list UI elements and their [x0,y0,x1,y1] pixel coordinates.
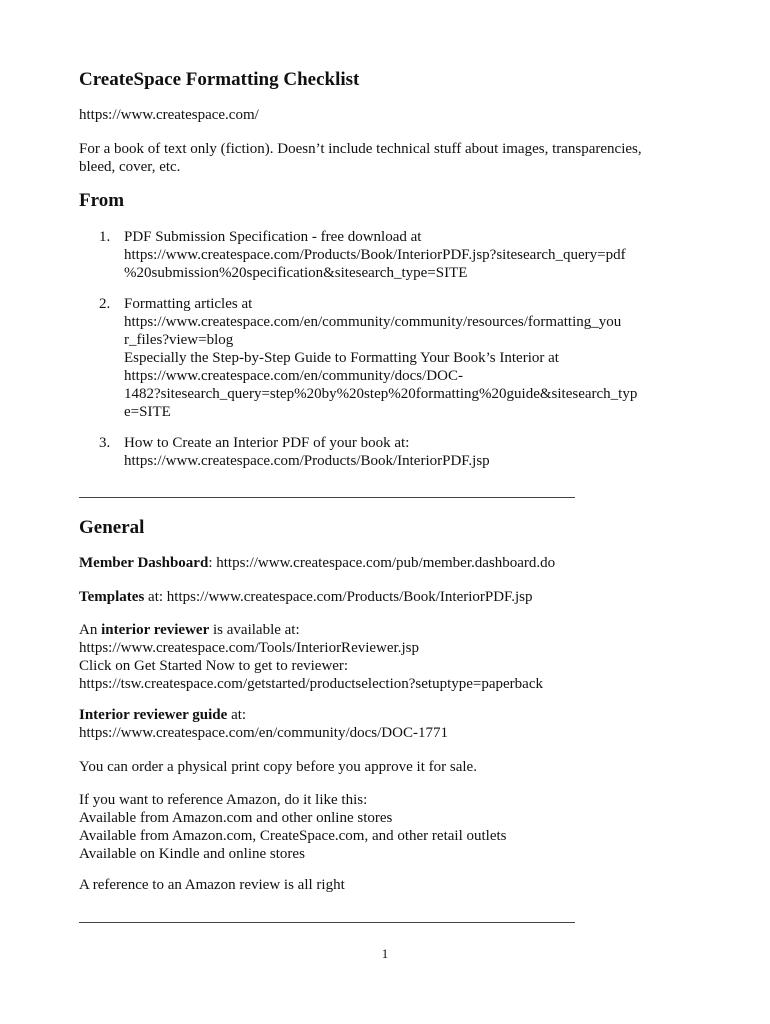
list-line: How to Create an Interior PDF of your book at: [124,435,410,451]
templates-label: Templates [79,589,145,605]
intro-line: For a book of text only (fiction). Doesn’t include technical stuff about images, transparencies, [79,141,642,157]
site-url: https://www.createspace.com/ [79,107,259,123]
reviewer-guide-heading [79,706,448,724]
reviewer-guide-url: https://www.createspace.com/en/community/docs/DOC-1771 [79,725,448,741]
list-line: PDF Submission Specification - free download at [124,229,422,245]
section-heading-general: General [79,517,145,538]
list-line: %20submission%20specification&sitesearch_type=SITE [124,265,468,281]
page-title: CreateSpace Formatting Checklist [79,69,360,90]
list-line: e=SITE [124,404,171,420]
templates-url: at: https://www.createspace.com/Products/Book/InteriorPDF.jsp [144,589,533,605]
list-number: 1. [99,229,111,245]
horizontal-rule [79,497,575,498]
list-line: https://www.createspace.com/Products/Book/InteriorPDF.jsp?sitesearch_query=pdf [124,247,626,263]
from-list [79,434,490,470]
list-line: https://www.createspace.com/Products/Book/InteriorPDF.jsp [124,453,490,469]
paragraph-line: Available on Kindle and online stores [79,846,305,862]
list-line: https://www.createspace.com/en/community/community/resources/formatting_you [124,314,622,330]
amazon-paragraph [79,791,507,863]
paragraph-line: Available from Amazon.com, CreateSpace.com, and other retail outlets [79,828,507,844]
list-number: 2. [99,296,111,312]
list-line: Especially the Step-by-Step Guide to Formatting Your Book’s Interior at [124,350,559,366]
interior-reviewer-label: interior reviewer [101,622,210,638]
list-line: Formatting articles at [124,296,253,312]
list-line: 1482?sitesearch_query=step%20by%20step%20formatting%20guide&sitesearch_typ [124,386,638,402]
from-list [79,295,637,421]
templates-line [79,588,532,606]
list-line: r_files?view=blog [124,332,234,348]
interior-reviewer-paragraph [79,621,543,693]
from-list [79,228,626,282]
reviewer-guide-suffix: at: [227,707,247,723]
member-dashboard-url: : https://www.createspace.com/pub/member.dashboard.do [208,555,556,571]
horizontal-rule [79,922,575,923]
list-item [79,295,637,421]
paragraph-line: Available from Amazon.com and other online stores [79,810,393,826]
paragraph-line: https://tsw.createspace.com/getstarted/productselection?setuptype=paperback [79,676,543,692]
print-copy-text: You can order a physical print copy before you approve it for sale. [79,759,477,775]
reviewer-guide-paragraph [79,706,448,742]
member-dashboard-label: Member Dashboard [79,555,209,571]
amazon-review-text: A reference to an Amazon review is all right [79,877,345,893]
reviewer-guide-label: Interior reviewer guide [79,707,228,723]
list-line: https://www.createspace.com/en/community/docs/DOC- [124,368,463,384]
interior-reviewer-prefix: An [79,622,102,638]
interior-reviewer-suffix: is available at: [209,622,300,638]
intro-paragraph [79,140,642,176]
paragraph-line: Click on Get Started Now to get to reviewer: [79,658,349,674]
section-heading-from: From [79,190,125,211]
paragraph-line: https://www.createspace.com/Tools/InteriorReviewer.jsp [79,640,419,656]
list-item [79,228,626,282]
member-dashboard-line [79,554,555,572]
paragraph-line: If you want to reference Amazon, do it like this: [79,792,368,808]
intro-line: bleed, cover, etc. [79,159,181,175]
interior-reviewer-heading [79,621,543,639]
list-number: 3. [99,435,111,451]
page-number: 1 [381,946,389,961]
list-item [79,434,490,470]
